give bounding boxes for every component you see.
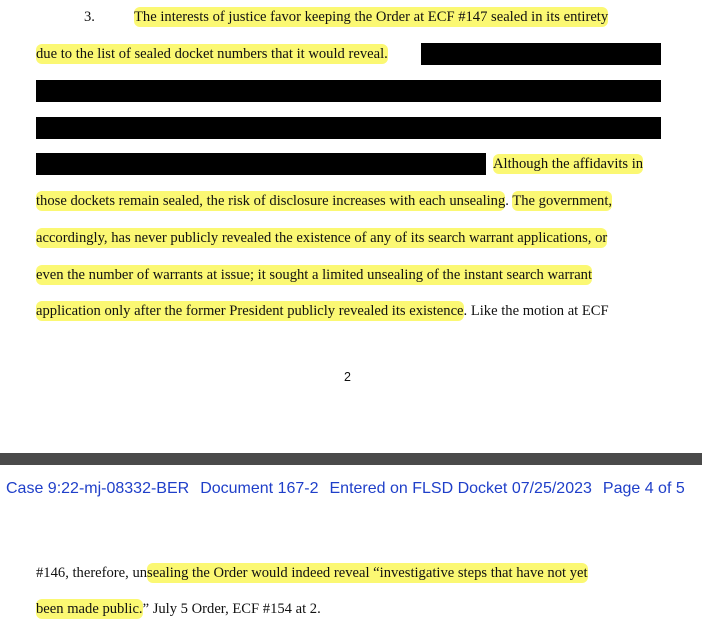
text-line-2 <box>36 44 388 64</box>
text-line-6 <box>36 228 607 248</box>
page-indicator: Page 4 of 5 <box>602 480 685 497</box>
text-line-p2-2 <box>36 599 321 619</box>
plain-text: . <box>505 193 513 209</box>
highlight: The interests of justice favor keeping the Order at ECF #147 sealed in its entirety <box>134 9 609 25</box>
plain-text: ” July 5 Order, ECF #154 at 2. <box>142 601 321 617</box>
highlight: even the number of warrants at issue; it sought a limited unsealing of the instant search warrant <box>36 267 593 283</box>
case-number: Case 9:22-mj-08332-BER <box>6 480 190 497</box>
highlight: accordingly, has never publicly revealed the existence of any of its search warrant applications, or <box>36 230 608 246</box>
text-line-8 <box>36 301 609 321</box>
redaction-box <box>36 153 486 175</box>
page-number: 2 <box>344 370 351 384</box>
plain-text: #146, therefore, un <box>36 565 148 581</box>
text-line-1 <box>134 7 608 27</box>
paragraph-number: 3. <box>84 9 95 25</box>
highlight: sealing the Order would indeed reveal “investigative steps that have not yet <box>147 565 588 581</box>
highlight: due to the list of sealed docket numbers that it would reveal. <box>36 46 388 62</box>
redaction-box <box>36 117 661 139</box>
document-number: Document 167-2 <box>200 480 319 497</box>
court-header <box>6 480 685 498</box>
text-line-7 <box>36 265 592 285</box>
highlight: those dockets remain sealed, the risk of disclosure increases with each unsealing <box>36 193 506 209</box>
highlight: The government, <box>512 193 613 209</box>
highlight: been made public. <box>36 601 143 617</box>
text-line-5 <box>36 191 612 211</box>
redaction-box <box>36 80 661 102</box>
plain-text: . Like the motion at ECF <box>463 303 609 319</box>
text-line-4 <box>493 154 643 174</box>
highlight: application only after the former President publicly revealed its existence <box>36 303 464 319</box>
highlight: Although the affidavits in <box>493 156 644 172</box>
docket-entry: Entered on FLSD Docket 07/25/2023 <box>329 480 592 497</box>
text-line-p2-1 <box>36 563 588 583</box>
page-divider <box>0 453 702 465</box>
redaction-box <box>421 43 661 65</box>
